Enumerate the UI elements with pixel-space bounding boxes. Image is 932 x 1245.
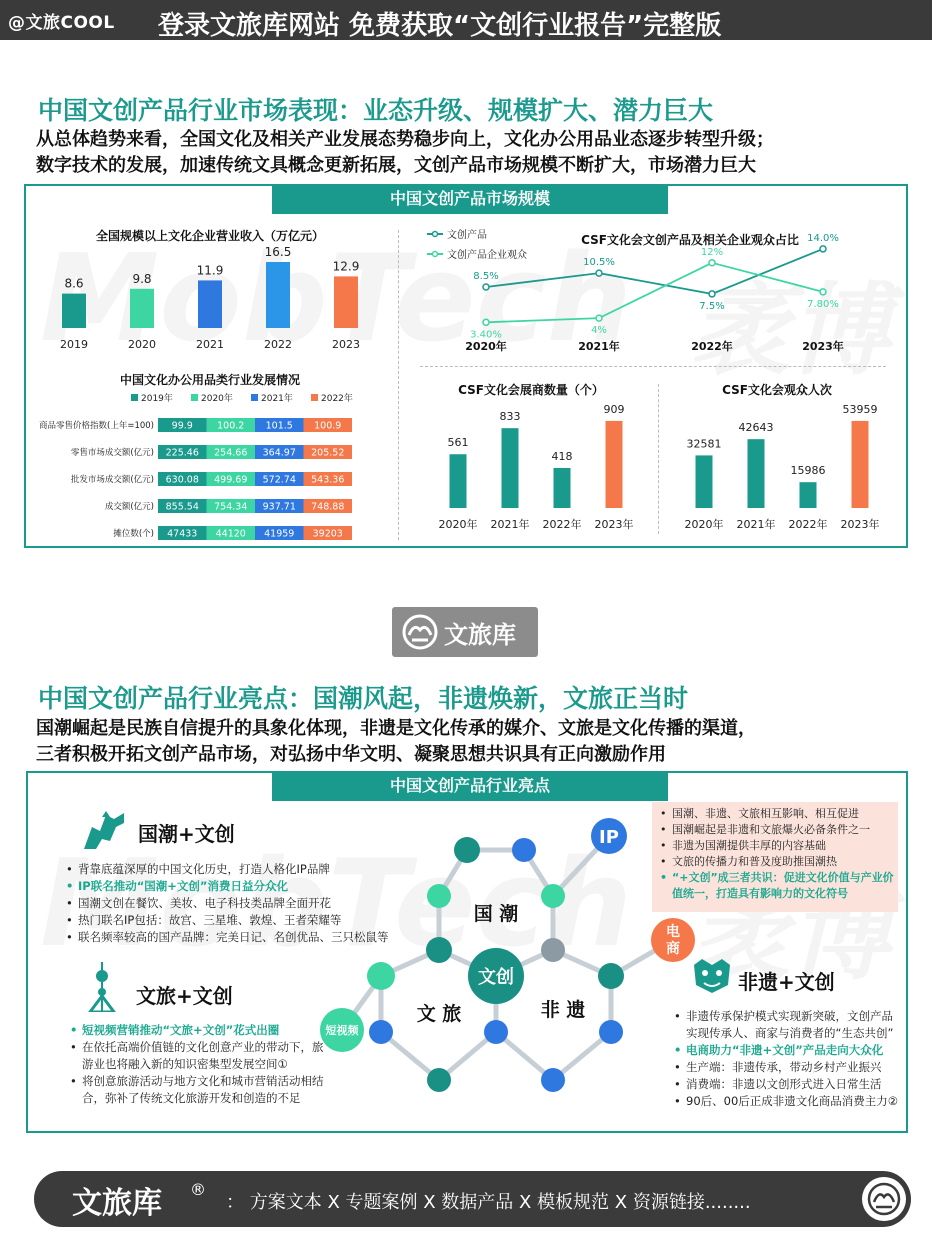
revenue-bar-label: 11.9	[196, 263, 224, 278]
stacked-segment-label: 100.9	[314, 420, 342, 432]
stacked-legend-swatch	[311, 394, 318, 401]
stacked-segment-label: 572.74	[262, 474, 296, 486]
network-node	[599, 1020, 623, 1044]
network-badge-dianshang-2: 商	[666, 941, 680, 957]
visitors-tick-label: 2023年	[840, 518, 880, 531]
revenue-bar-chart	[40, 222, 380, 354]
bullet-item: • 文旅的传播力和普及度助推国潮热	[660, 854, 894, 870]
stacked-segment-label: 99.9	[171, 420, 193, 432]
lion-mask-icon	[690, 955, 734, 995]
footer-emblem-icon	[862, 1177, 906, 1221]
footer-logo-icon[interactable]	[862, 1177, 906, 1221]
bullet-item: • 背靠底蕴深厚的中国文化历史，打造人格化IP品牌	[66, 861, 406, 878]
stacked-legend-label: 2020年	[201, 394, 233, 404]
line-tick-label: 2021年	[578, 340, 620, 353]
revenue-bar-label: 12.9	[332, 259, 360, 274]
line-point	[596, 270, 602, 276]
line-legend-marker	[433, 232, 438, 237]
audience-share-line-chart	[415, 222, 893, 362]
exhibitors-chart-title: CSF文化会展商数量（个）	[458, 383, 604, 397]
tv-tower-icon	[84, 962, 120, 1012]
exhibitors-bar	[502, 428, 519, 508]
section1-desc-line1: 从总体趋势来看，全国文化及相关产业发展态势稳步向上，文化办公用品业态逐步转型升级；	[36, 129, 774, 150]
culture-network-diagram	[296, 800, 696, 1110]
line-point-label: 14.0%	[807, 232, 839, 244]
stacked-segment-label: 937.71	[262, 501, 296, 513]
line-point-label: 4%	[591, 325, 607, 337]
revenue-bar	[266, 262, 290, 328]
visitors-bar	[800, 482, 817, 508]
line-point	[820, 246, 826, 252]
stacked-legend-label: 2019年	[141, 394, 173, 404]
visitors-chart-title: CSF文化会观众人次	[722, 383, 832, 397]
section2-desc-line2: 三者积极开拓文创产品市场，对弘扬中华文明、凝聚思想共识具有正向激励作用	[36, 744, 666, 765]
bullet-item: • 联名频率较高的国产品牌：完美日记、名创优品、三只松鼠等	[66, 929, 406, 946]
line-tick-label: 2020年	[465, 340, 507, 353]
exhibitors-bar-label: 418	[551, 449, 573, 463]
network-node	[541, 884, 565, 908]
revenue-bar	[198, 280, 222, 328]
visitors-bar-chart	[664, 378, 890, 540]
network-node	[427, 884, 451, 908]
line-point	[483, 319, 489, 325]
stacked-segment-label: 205.52	[311, 447, 345, 459]
line-point	[483, 284, 489, 290]
guochao-heading: 国潮+文创	[138, 822, 235, 846]
exhibitors-tick-label: 2021年	[490, 518, 530, 531]
exhibitors-tick-label: 2023年	[594, 518, 634, 531]
network-node	[367, 962, 395, 990]
bullet-item: • 将创意旅游活动与地方文化和城市营销活动相结合，弥补了传统文化旅游开发和创造的不足	[70, 1073, 332, 1107]
line-point	[709, 291, 715, 297]
feiyi-heading: 非遗+文创	[738, 970, 835, 994]
exhibitors-bar-label: 833	[499, 410, 521, 424]
bullet-item: • 消费端：非遗以文创形式进入日常生活	[674, 1076, 900, 1093]
bullet-item: • 短视频营销推动“文旅+文创”花式出圈	[70, 1022, 332, 1039]
revenue-bar-label: 8.6	[64, 276, 84, 291]
bullet-item: • “+文创”成三者共识：促进文化价值与产业价值统一，打造具有影响力的文化符号	[660, 870, 894, 902]
line-point-label: 10.5%	[583, 257, 615, 269]
visitors-bar	[748, 439, 765, 508]
line-point-label: 12%	[700, 246, 724, 258]
stacked-segment-label: 225.46	[165, 447, 199, 459]
line-legend-marker	[433, 252, 438, 257]
stacked-row-label: 批发市场成交额(亿元)	[70, 475, 154, 485]
logo-emblem-icon	[400, 613, 440, 651]
section1-title: 中国文创产品行业市场表现：业态升级、规模扩大、潜力巨大	[38, 96, 714, 125]
chart-divider-vertical	[398, 230, 399, 540]
bullet-item: • 非遗传承保护模式实现新突破，文创产品实现传承人、商家与消费者的“生态共创”	[674, 1008, 900, 1042]
section2-title: 中国文创产品行业亮点：国潮风起，非遗焕新，文旅正当时	[38, 684, 689, 713]
bullet-item: • 国潮文创在餐饮、美妆、电子科技类品牌全面开花	[66, 895, 406, 912]
exhibitors-bar-chart	[418, 378, 654, 540]
stacked-segment-label: 41959	[264, 528, 295, 540]
bullet-item: • 生产端：非遗传承，带动乡村产业振兴	[674, 1059, 900, 1076]
exhibitors-bar	[606, 421, 623, 508]
line-series-path	[486, 263, 823, 323]
stacked-segment-label: 39203	[312, 528, 343, 540]
network-badge-dianshang-1: 电	[666, 924, 680, 940]
stacked-segment-label: 47433	[167, 528, 198, 540]
exhibitors-bar	[450, 454, 467, 508]
revenue-tick-label: 2021	[196, 338, 224, 351]
wenlv-heading: 文旅+文创	[136, 984, 233, 1008]
bullet-item: • IP联名推动“国潮+文创”消费日益分众化	[66, 878, 406, 895]
network-node	[541, 938, 565, 962]
chart-divider-vertical-2	[658, 384, 659, 534]
line-chart-title: CSF文化会文创产品及相关企业观众占比	[581, 233, 799, 247]
stacked-segment-label: 44120	[215, 528, 246, 540]
exhibitors-tick-label: 2022年	[542, 518, 582, 531]
office-supplies-stacked-chart	[28, 366, 390, 542]
line-point	[596, 315, 602, 321]
network-node	[454, 837, 480, 863]
line-point-label: 3.40%	[470, 329, 502, 341]
wenlv-bullet-list	[70, 1022, 332, 1107]
exhibitors-bar	[554, 468, 571, 508]
logo-text: 文旅库	[444, 621, 516, 649]
network-badge-duanshipin: 短视频	[325, 1024, 359, 1037]
stacked-row-label: 商品零售价格指数(上年=100)	[39, 421, 154, 431]
network-center-label: 文创	[478, 967, 514, 988]
line-point	[709, 260, 715, 266]
stacked-row-label: 成交额(亿元)	[104, 502, 154, 512]
line-tick-label: 2023年	[802, 340, 844, 353]
line-point-label: 8.5%	[473, 271, 499, 282]
stacked-segment-label: 254.66	[214, 447, 248, 459]
stacked-row-label: 摊位数(个)	[113, 529, 154, 539]
revenue-bar	[130, 289, 154, 328]
network-node	[369, 1020, 393, 1044]
revenue-tick-label: 2023	[332, 338, 360, 351]
line-point-label: 7.5%	[699, 300, 725, 312]
section1-desc-line2: 数字技术的发展，加速传统文具概念更新拓展，文创产品市场规模不断扩大，市场潜力巨大	[36, 155, 756, 176]
visitors-tick-label: 2022年	[788, 518, 828, 531]
bullet-item: • 在依托高端价值链的文化创意产业的带动下，旅游业也将融入新的知识密集型发展空间①	[70, 1039, 332, 1073]
brand-handle: @文旅COOL	[8, 13, 115, 33]
bullet-item: • 热门联名IP包括：故宫、三星堆、敦煌、王者荣耀等	[66, 912, 406, 929]
stacked-legend-swatch	[251, 394, 258, 401]
revenue-bar	[334, 276, 358, 328]
stacked-segment-label: 748.88	[311, 501, 345, 513]
revenue-tick-label: 2019	[60, 338, 88, 351]
line-point	[820, 289, 826, 295]
stacked-segment-label: 543.36	[311, 474, 345, 486]
line-tick-label: 2022年	[691, 340, 733, 353]
visitors-tick-label: 2020年	[684, 518, 724, 531]
revenue-bar	[62, 294, 86, 328]
bullet-item: • 90后、00后正成非遗文化商品消费主力②	[674, 1093, 900, 1110]
wenlvku-logo[interactable]	[392, 607, 538, 657]
line-legend-label: 文创产品企业观众	[447, 250, 527, 261]
stacked-row-label: 零售市场成交额(亿元)	[70, 448, 154, 458]
revenue-tick-label: 2022	[264, 338, 292, 351]
section2-desc-line1: 国潮崛起是民族自信提升的具象化体现，非遗是文化传承的媒介、文旅是文化传播的渠道，	[36, 718, 756, 739]
stacked-segment-label: 499.69	[214, 474, 248, 486]
visitors-bar-label: 42643	[738, 421, 774, 435]
network-node	[484, 1020, 508, 1044]
banner-headline[interactable]: 登录文旅库网站 免费获取“文创行业报告”完整版	[158, 11, 722, 41]
network-region-wenlv: 文 旅	[416, 1003, 462, 1025]
revenue-chart-title: 全国规模以上文化企业营业收入（万亿元）	[95, 229, 325, 243]
stacked-legend-label: 2022年	[321, 394, 353, 404]
stacked-segment-label: 754.34	[214, 501, 248, 513]
revenue-bar-label: 16.5	[264, 245, 292, 259]
network-node	[541, 1068, 565, 1092]
network-region-feiyi: 非 遗	[540, 999, 586, 1021]
network-node	[427, 1068, 451, 1092]
stacked-legend-swatch	[191, 394, 198, 401]
network-node	[426, 937, 452, 963]
stacked-segment-label: 100.2	[217, 420, 245, 432]
market-size-panel-tab: 中国文创产品市场规模	[272, 184, 668, 214]
visitors-bar-label: 15986	[790, 464, 826, 478]
revenue-tick-label: 2020	[128, 338, 156, 351]
feiyi-bullet-list	[674, 1008, 900, 1110]
bullet-item: • 国潮、非遗、文旅相互影响、相互促进	[660, 806, 894, 822]
line-point-label: 7.80%	[807, 298, 839, 310]
bullet-item: • 电商助力“非遗+文创”产品走向大众化	[674, 1042, 900, 1059]
visitors-bar-label: 32581	[686, 437, 722, 451]
network-region-guochao: 国 潮	[473, 903, 519, 925]
great-wall-icon	[80, 809, 128, 853]
stacked-legend-swatch	[131, 394, 138, 401]
stacked-legend-label: 2021年	[261, 394, 293, 404]
visitors-bar	[852, 421, 869, 508]
footer-registered-mark: ®	[190, 1180, 206, 1199]
chart-divider-horizontal	[420, 366, 886, 367]
stacked-chart-title: 中国文化办公用品类行业发展情况	[119, 373, 301, 387]
bullet-item: • 国潮崛起是非遗和文旅爆火必备条件之一	[660, 822, 894, 838]
highlights-panel-tab: 中国文创产品行业亮点	[272, 771, 668, 801]
revenue-bar-label: 9.8	[132, 271, 152, 286]
stacked-segment-label: 101.5	[265, 420, 293, 432]
bullet-item: • 非遗为国潮提供丰厚的内容基础	[660, 838, 894, 854]
stacked-segment-label: 364.97	[262, 447, 296, 459]
visitors-bar	[696, 455, 713, 508]
network-node	[598, 963, 624, 989]
network-node	[512, 838, 536, 862]
footer-brand[interactable]: 文旅库	[72, 1186, 162, 1221]
footer-links[interactable]: ： 方案文本 X 专题案例 X 数据产品 X 模板规范 X 资源链接........	[226, 1192, 751, 1213]
exhibitors-bar-label: 561	[447, 436, 469, 450]
line-series-path	[486, 246, 823, 294]
line-legend-label: 文创产品	[447, 230, 487, 241]
visitors-bar-label: 53959	[842, 402, 878, 416]
network-badge-ip: IP	[599, 827, 619, 848]
exhibitors-bar-label: 909	[603, 402, 625, 416]
visitors-tick-label: 2021年	[736, 518, 776, 531]
stacked-segment-label: 855.54	[165, 501, 199, 513]
stacked-segment-label: 630.08	[165, 474, 199, 486]
exhibitors-tick-label: 2020年	[438, 518, 478, 531]
